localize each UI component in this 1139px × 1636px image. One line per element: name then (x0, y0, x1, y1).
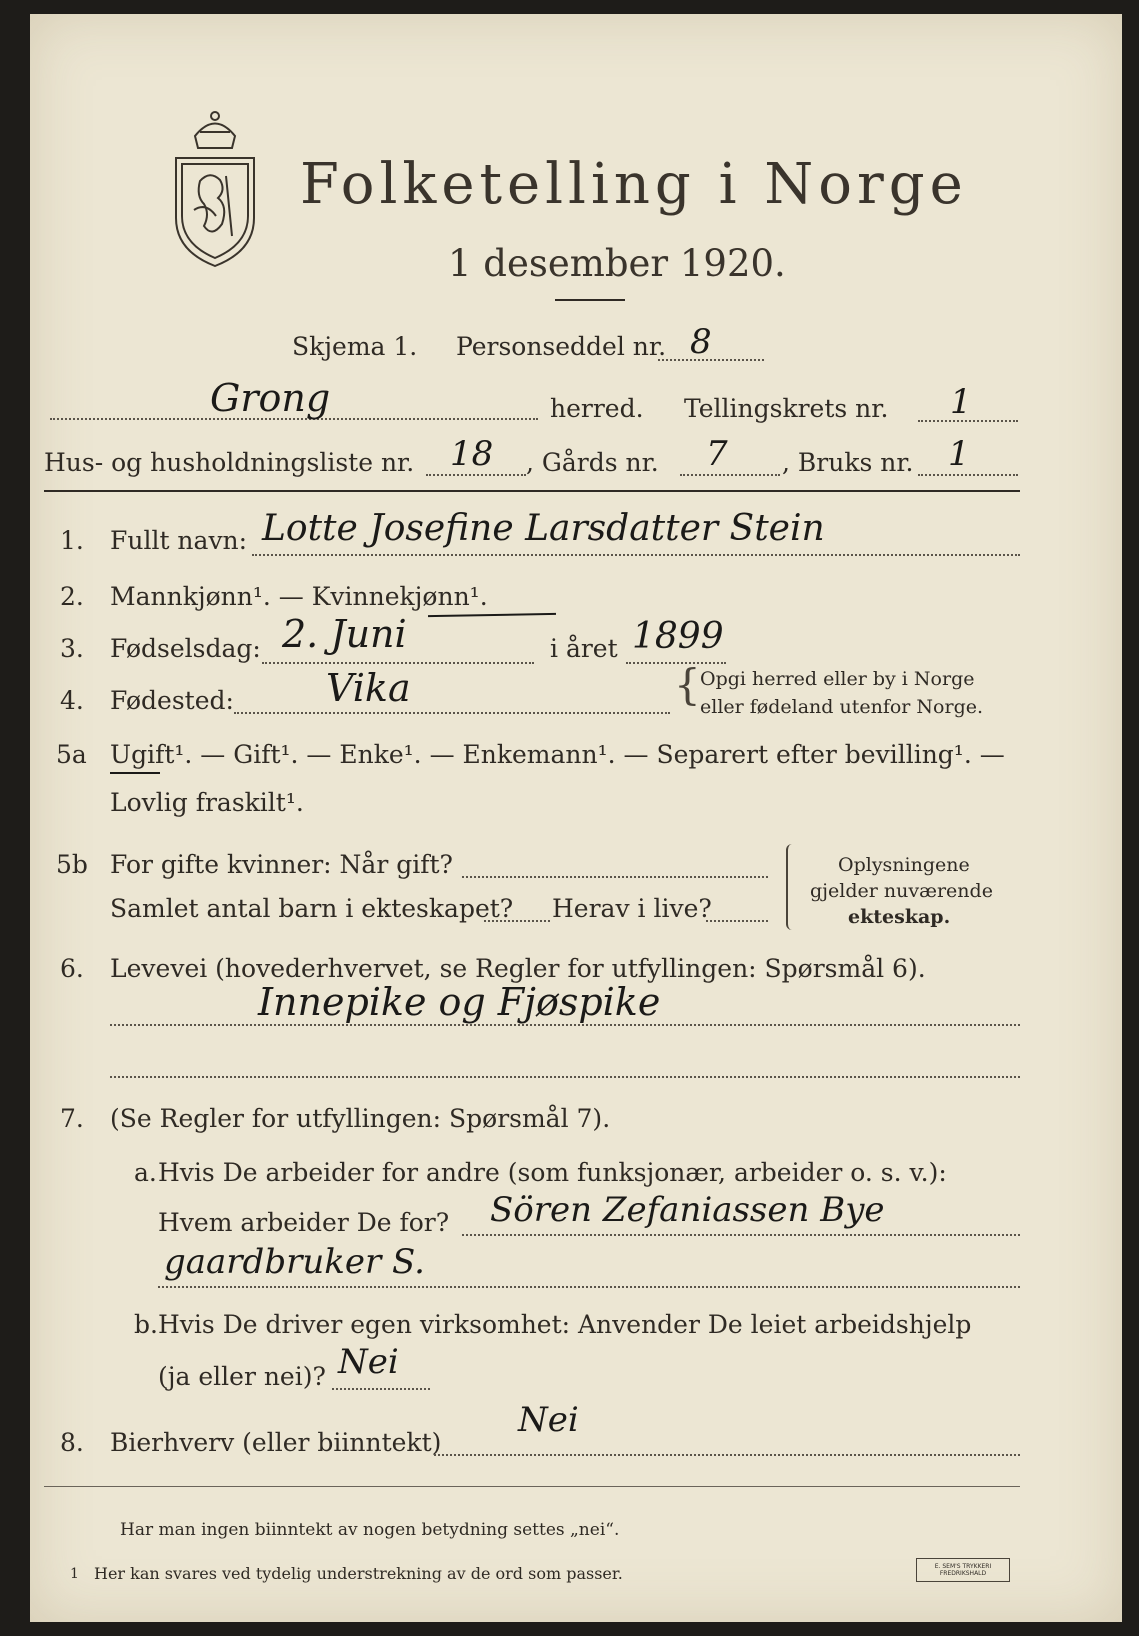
title-divider (555, 299, 625, 301)
q7a-line1: Hvis De arbeider for andre (som funksjonær, arbeider o. s. v.): (158, 1158, 947, 1187)
hired-help-line (332, 1388, 430, 1390)
footer-rule (44, 1486, 1020, 1487)
employer-value: Sören Zefaniassen Bye (490, 1190, 885, 1230)
q2-number: 2. (60, 582, 84, 611)
footnote-number: 1 (70, 1566, 79, 1582)
q8-line (434, 1454, 1020, 1456)
q4-note-line1: Opgi herred eller by i Norge (700, 668, 975, 690)
children-label: Samlet antal barn i ekteskapet? (110, 894, 514, 923)
q8-number: 8. (60, 1428, 84, 1457)
q5b-note-bracket (786, 844, 796, 930)
q4-number: 4. (60, 686, 84, 715)
schema-label: Skjema 1. (292, 332, 418, 361)
footnote-text: Her kan svares ved tydelig understrekning av de ord som passer. (94, 1564, 623, 1583)
side-income-value: Nei (518, 1400, 579, 1440)
tellingskrets-value: 1 (950, 382, 972, 422)
q7a-line2: Hvem arbeider De for? (158, 1208, 450, 1237)
bruks-line (918, 474, 1018, 476)
q5b-number: 5b (56, 850, 88, 879)
gender-underline (428, 613, 556, 617)
header-rule (44, 490, 1020, 492)
employer-value-2: gaardbruker S. (164, 1242, 425, 1282)
herred-label: herred. (550, 394, 644, 423)
q5b-note-line2: gjelder nuværende (810, 880, 993, 902)
q1-label: Fullt navn: (110, 526, 248, 555)
q4-label: Fødested: (110, 686, 234, 715)
coat-of-arms-icon (170, 106, 260, 268)
q4-note-line2: eller fødeland utenfor Norge. (700, 696, 984, 718)
q5b-note-line3: ekteskap. (848, 906, 951, 928)
herred-value: Grong (210, 376, 331, 420)
q7-label: (Se Regler for utfyllingen: Spørsmål 7). (110, 1104, 611, 1133)
birthdate-value: 2. Juni (282, 612, 407, 656)
children-line (484, 920, 550, 922)
printer-stamp (916, 1558, 1010, 1582)
tellingskrets-label: Tellingskrets nr. (684, 394, 889, 423)
hus-label: Hus- og husholdningsliste nr. (44, 448, 415, 477)
q7b-line2: (ja eller nei)? (158, 1362, 326, 1391)
q7b-line1: Hvis De driver egen virksomhet: Anvender De leiet arbeidshjelp (158, 1310, 972, 1339)
gards-value: 7 (706, 434, 728, 474)
footer-note: Har man ingen biinntekt av nogen betydning settes „nei“. (120, 1520, 620, 1540)
bruks-value: 1 (948, 434, 970, 474)
hired-help-value: Nei (338, 1342, 399, 1382)
gards-line (680, 474, 780, 476)
q5b-label: For gifte kvinner: Når gift? (110, 850, 453, 879)
living-children-line (706, 920, 768, 922)
birthplace-value: Vika (326, 666, 411, 710)
employer-line-1 (462, 1234, 1020, 1236)
q5b-note-line1: Oplysningene (838, 854, 970, 876)
q3-number: 3. (60, 634, 84, 663)
form-title: Folketelling i Norge (300, 152, 968, 217)
occupation-value: Innepike og Fjøspike (258, 980, 661, 1024)
q6-number: 6. (60, 954, 84, 983)
full-name-value: Lotte Josefine Larsdatter Stein (262, 508, 825, 549)
q1-line (252, 554, 1020, 556)
census-form-sheet (30, 14, 1122, 1622)
printer-stamp-text: E. SEM'S TRYKKERI FREDRIKSHALD (934, 1563, 992, 1577)
q4-line (234, 712, 670, 714)
q7b-letter: b. (134, 1310, 158, 1339)
q6-line-1 (110, 1024, 1020, 1026)
q6-label: Levevei (hovederhvervet, se Regler for utfyllingen: Spørsmål 6). (110, 954, 926, 983)
gender-options: Mannkjønn¹. — Kvinnekjønn¹. (110, 582, 488, 611)
q4-note-brace: { (674, 660, 701, 709)
personseddel-value: 8 (690, 322, 712, 362)
q3-line (262, 662, 534, 664)
living-children-label: Herav i live? (552, 894, 712, 923)
hus-value: 18 (450, 434, 494, 474)
birth-year-value: 1899 (632, 616, 724, 657)
gards-label: , Gårds nr. (526, 448, 659, 477)
employer-line-2 (158, 1286, 1020, 1288)
marital-status-options: Ugift¹. — Gift¹. — Enke¹. — Enkemann¹. — Separert efter bevilling¹. — (110, 740, 1005, 769)
census-date: 1 desember 1920. (448, 242, 786, 285)
marital-status-options-2: Lovlig fraskilt¹. (110, 788, 304, 817)
personseddel-label: Personseddel nr. (456, 332, 667, 361)
q7a-letter: a. (134, 1158, 157, 1187)
q1-number: 1. (60, 526, 84, 555)
q6-line-2 (110, 1076, 1020, 1078)
q3-label: Fødselsdag: (110, 634, 261, 663)
ugift-underline (110, 772, 160, 774)
year-label: i året (550, 634, 618, 663)
hus-line (426, 474, 526, 476)
q7-number: 7. (60, 1104, 84, 1133)
when-married-line (462, 876, 768, 878)
q8-label: Bierhverv (eller biinntekt) (110, 1428, 442, 1457)
q5a-number: 5a (56, 740, 87, 769)
bruks-label: , Bruks nr. (782, 448, 914, 477)
